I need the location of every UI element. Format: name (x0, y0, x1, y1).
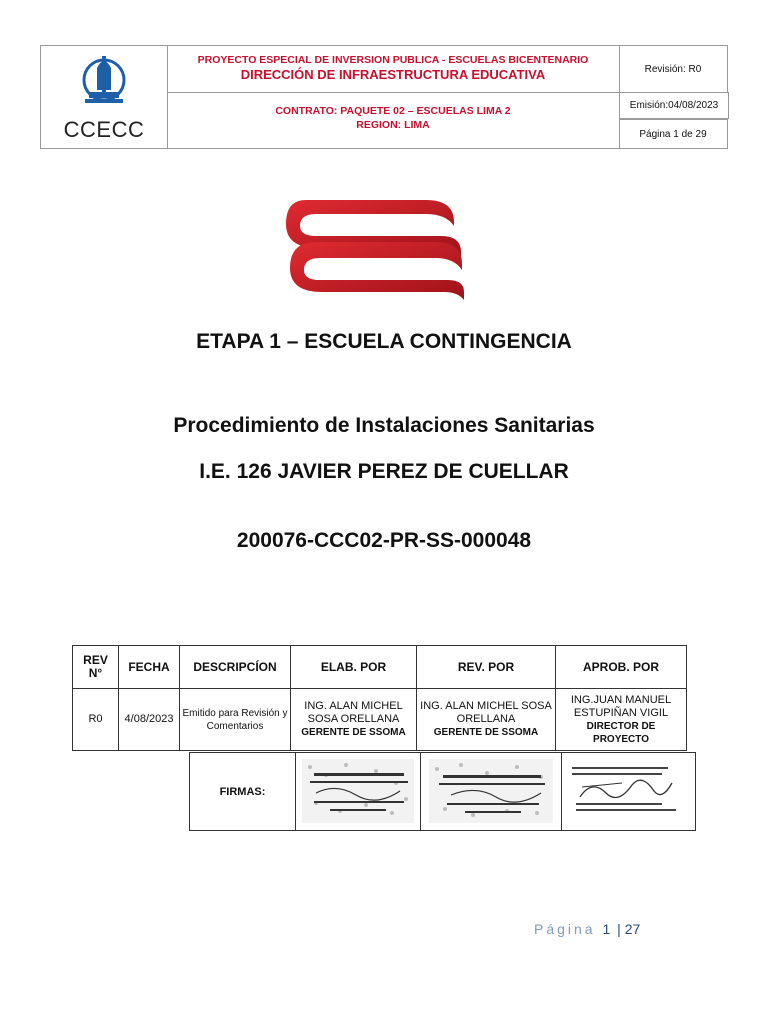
logo-text: CCECC (63, 117, 145, 142)
stamp-signature-icon (296, 753, 420, 830)
rev-name: ING. ALAN MICHEL SOSA ORELLANA (420, 700, 552, 725)
aprob-role: DIRECTOR DE PROYECTO (586, 720, 656, 745)
page-count-cell: Página 1 de 29 (619, 119, 727, 149)
cell-rev-by (417, 689, 556, 751)
signature-elab (295, 752, 421, 831)
footer-total: | 27 (617, 921, 641, 937)
cell-aprob (556, 689, 687, 751)
col-rev: REV N° (73, 646, 119, 689)
rev-role: GERENTE DE SSOMA (433, 727, 539, 738)
col-aprob: APROB. POR (556, 646, 687, 689)
cell-rev: R0 (73, 689, 119, 751)
footer-label: Página (534, 921, 596, 937)
document-code: 200076-CCC02-PR-SS-000048 (236, 529, 532, 552)
procedure-title: Procedimiento de Instalaciones Sanitarias (173, 414, 595, 437)
col-elab: ELAB. POR (291, 646, 417, 689)
stamp-signature-icon (421, 753, 561, 830)
signature-rev (420, 752, 562, 831)
col-date: FECHA (119, 646, 180, 689)
emission-cell: Emisión:04/08/2023 (619, 92, 729, 119)
cell-elab (291, 689, 417, 751)
contract-line: CONTRATO: PAQUETE 02 – ESCUELAS LIMA 2 (275, 105, 511, 117)
stamp-signature-icon (562, 753, 695, 830)
signatures-label: FIRMAS: (189, 752, 296, 831)
region-line: REGION: LIMA (356, 119, 430, 131)
page-footer (534, 921, 640, 937)
header-contract-cell (167, 92, 620, 148)
cell-desc: Emitido para Revisión y Comentarios (180, 689, 291, 751)
signature-aprob (561, 752, 696, 831)
revision-cell: Revisión: R0 (619, 46, 727, 93)
aprob-name: ING.JUAN MANUEL ESTUPIÑAN VIGIL (570, 693, 672, 719)
revision-table (72, 645, 687, 751)
company-logo (41, 46, 168, 148)
header-project-cell (167, 46, 620, 93)
school-title: I.E. 126 JAVIER PEREZ DE CUELLAR (199, 460, 569, 483)
project-line: PROYECTO ESPECIAL DE INVERSION PUBLICA - ESCUELAS BICENTENARIO (197, 54, 589, 66)
col-rev-by: REV. POR (417, 646, 556, 689)
ccecc-emblem-icon (41, 46, 167, 116)
direction-title: DIRECCIÓN DE INFRAESTRUCTURA EDUCATIVA (240, 67, 546, 82)
books-logo-icon (276, 192, 466, 302)
elab-name: ING. ALAN MICHEL SOSA ORELLANA (304, 700, 403, 725)
document-header (40, 45, 728, 149)
elab-role: GERENTE DE SSOMA (301, 727, 406, 738)
table-header-row (73, 646, 687, 689)
cell-date: 4/08/2023 (119, 689, 180, 751)
col-desc: DESCRIPCÍON (180, 646, 291, 689)
footer-page-number: 1 (602, 921, 611, 937)
table-row (73, 689, 687, 751)
stage-title: ETAPA 1 – ESCUELA CONTINGENCIA (196, 330, 572, 353)
